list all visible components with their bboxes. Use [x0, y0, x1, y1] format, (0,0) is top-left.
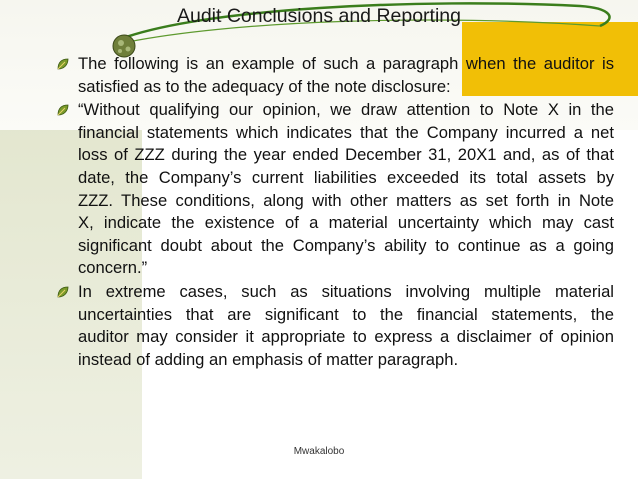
slide-title: Audit Conclusions and Reporting	[176, 5, 461, 27]
text-line: The following is an example of such a paragraph when the auditor is	[78, 54, 614, 73]
text-line: significant doubt about the Company’s ability to continue as a going	[78, 235, 614, 255]
bullet-list	[56, 53, 614, 372]
text-line: date, the Company’s current liabilities exceeded its total assets by	[78, 167, 614, 187]
bullet-item	[56, 99, 614, 280]
text-line: concern.”	[78, 258, 148, 278]
bullet-item	[56, 281, 614, 371]
text-line: uncertainties that are significant to the financial statements, the	[78, 304, 614, 324]
text-line: auditor may consider it appropriate to express a disclaimer of opinion	[78, 327, 614, 347]
bullet-text	[78, 53, 614, 98]
text-line: satisfied as to the adequacy of the note disclosure:	[78, 76, 451, 96]
text-line: ZZZ. These conditions, along with other matters as set forth in Note	[78, 190, 614, 210]
bullet-item	[56, 53, 614, 98]
text-line: loss of ZZZ during the year ended December 31, 20X1 and, as of that	[78, 145, 614, 165]
footer-author: Mwakalobo	[293, 446, 345, 457]
leaf-bullet-icon	[56, 103, 70, 117]
bullet-text	[78, 99, 614, 280]
leaf-bullet-icon	[56, 285, 70, 299]
bullet-text	[78, 281, 614, 371]
text-line: instead of adding an emphasis of matter paragraph.	[78, 349, 459, 369]
text-line: X, indicate the existence of a material uncertainty which may cast	[78, 213, 614, 233]
leaf-bullet-icon	[56, 57, 70, 71]
text-line: In extreme cases, such as situations involving multiple material	[78, 281, 614, 301]
text-line: financial statements which indicates that the Company incurred a net	[78, 122, 614, 142]
text-line: “Without qualifying our opinion, we draw attention to Note X in the	[78, 100, 614, 120]
